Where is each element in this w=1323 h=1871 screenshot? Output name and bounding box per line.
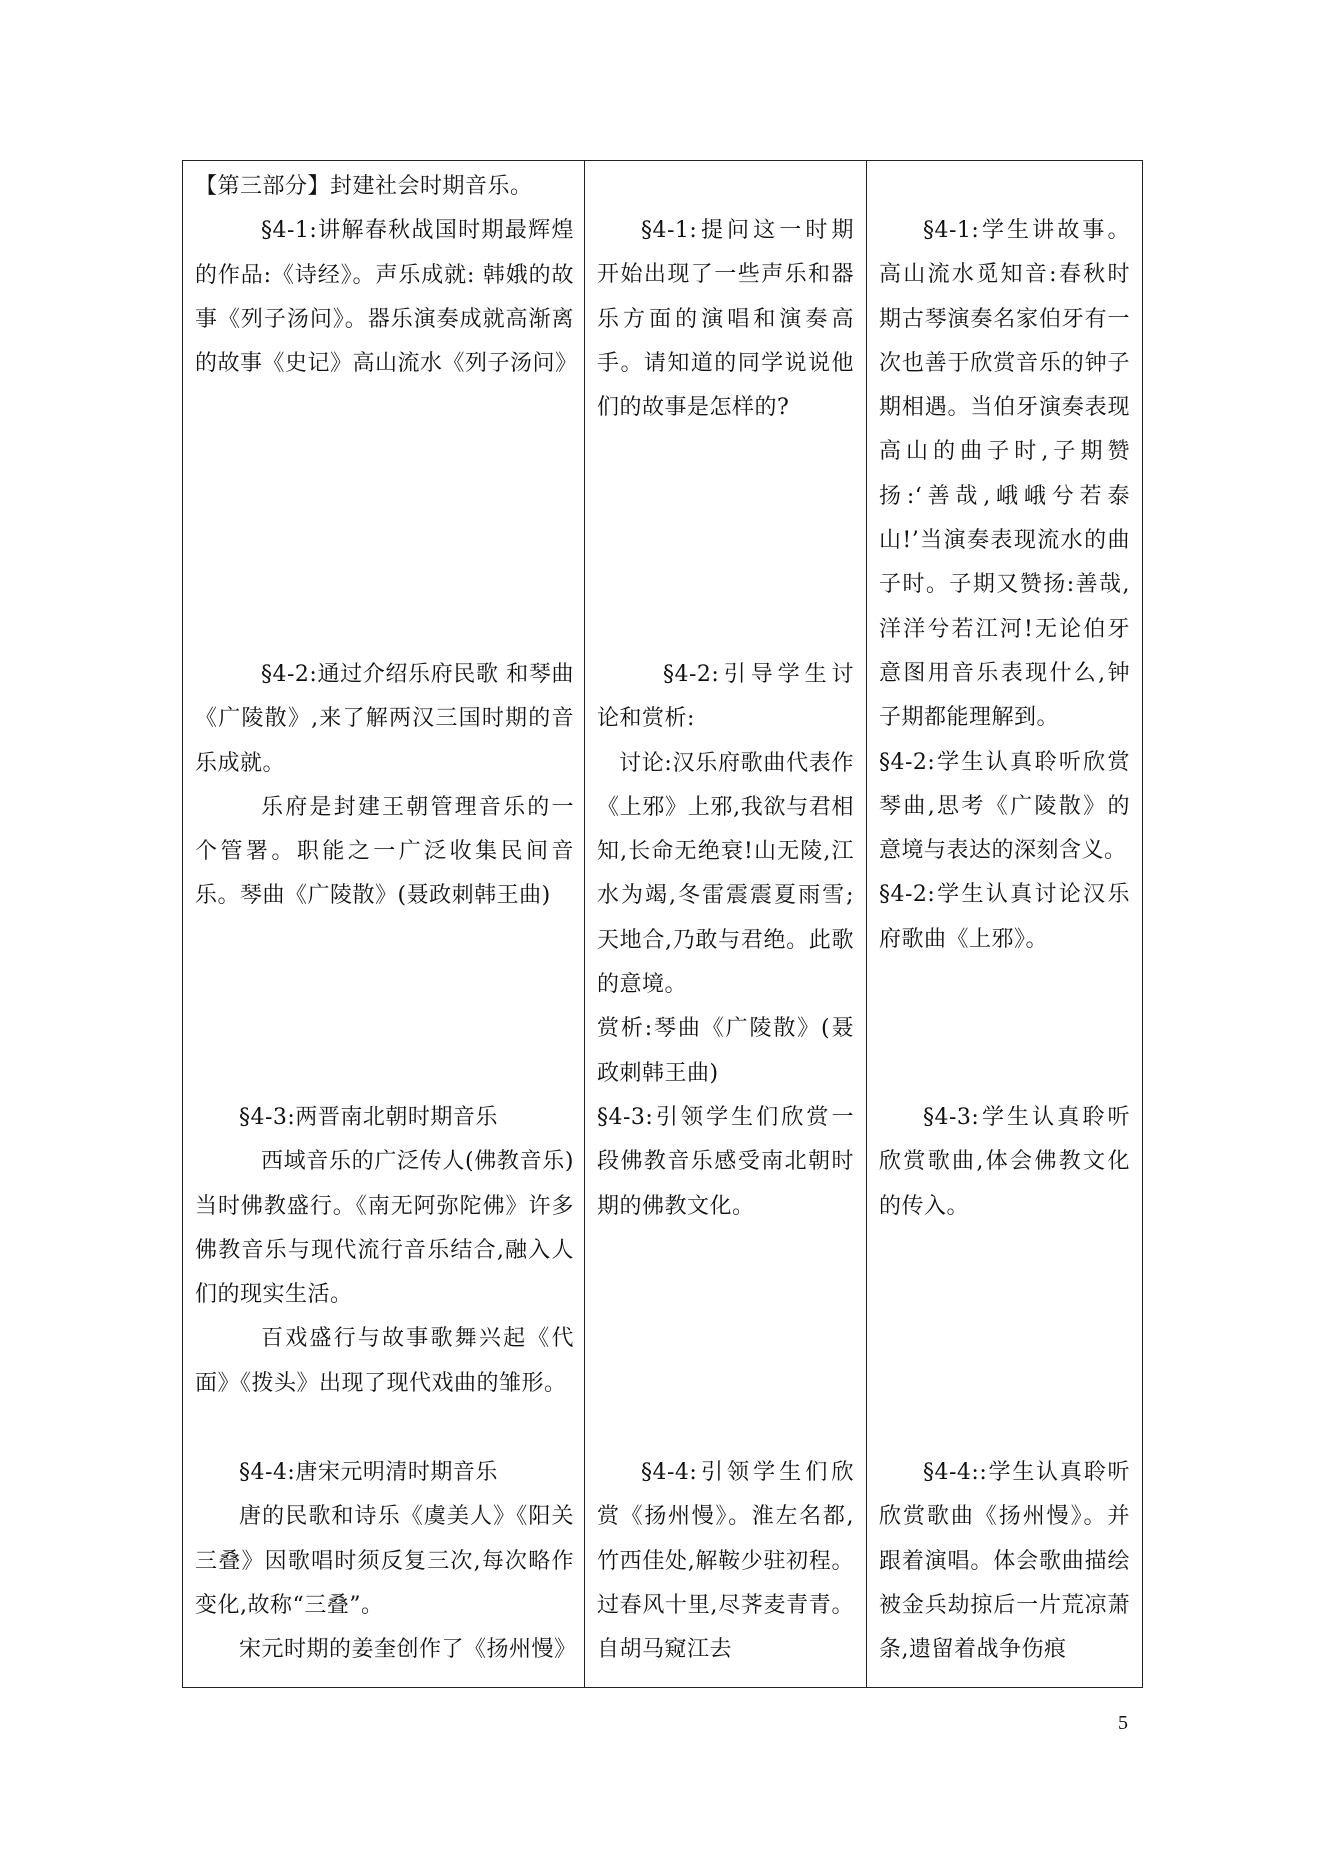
section-4-3-title: §4-3:两晋南北朝时期音乐 — [239, 1105, 498, 1130]
student-4-4: §4-4::学生认真聆听欣赏歌曲《扬州慢》。并跟着演唱。体会歌曲描绘被金兵劫掠后一片荒凉萧条,遗留着战争伤痕 — [879, 1460, 1130, 1663]
section-4-4-block — [195, 1451, 577, 1672]
section-4-2-body: 乐府是封建王朝管理音乐的一个管署。职能之一广泛收集民间音乐。琴曲《广陵散》(聂政刺韩王曲) — [195, 794, 574, 909]
guide-4-2-intro: §4-2:引导学生讨论和赏析: — [597, 662, 854, 732]
section-4-4-title: §4-4:唐宋元明清时期音乐 — [239, 1460, 498, 1485]
section-4-4-body: 唐的民歌和诗乐《虞美人》《阳关三叠》因歌唱时须反复三次,每次略作变化,故称“三叠”。 — [195, 1504, 574, 1618]
section-4-4-body-2: 宋元时期的姜奎创作了《扬州慢》 — [239, 1637, 577, 1663]
guide-4-3-block — [597, 1096, 854, 1229]
guide-4-2-block — [597, 653, 854, 1096]
guide-4-2-appreciation: 赏析:琴曲《广陵散》(聂政刺韩王曲) — [597, 1016, 854, 1086]
section-4-3-body-2: 百戏盛行与故事歌舞兴起《代面》《拨头》出现了现代戏曲的雏形。 — [195, 1326, 574, 1396]
student-4-2-listen: §4-2:学生认真聆听欣赏琴曲,思考《广陵散》的意境与表达的深刻含义。 — [879, 749, 1130, 864]
teacher-activity-column — [585, 161, 867, 1687]
guide-4-2-discussion: 讨论:汉乐府歌曲代表作《上邪》上邪,我欲与君相知,长命无绝衰!山无陵,江水为竭,冬雷震震夏雨雪;天地合,乃敢与君绝。此歌的意境。 — [597, 750, 854, 998]
student-4-4-block — [879, 1451, 1130, 1672]
section-4-2-intro: §4-2:通过介绍乐府民歌 和琴曲《广陵散》,来了解两汉三国时期的音乐成就。 — [195, 662, 574, 776]
lesson-plan-table — [182, 160, 1143, 1688]
student-4-1: §4-1:学生讲故事。高山流水觅知音:春秋时期古琴演奏名家伯牙有一次也善于欣赏音乐的钟子期相遇。当伯牙演奏表现高山的曲子时,子期赞扬:‘善哉,峨峨兮若泰山!’当演奏表现流水的曲子时。子期又赞扬:善哉,洋洋兮若江河!无论伯牙意图用音乐表现什么,钟子期都能理解到。 — [879, 218, 1130, 731]
section-4-3-body: 西域音乐的广泛传人(佛教音乐)当时佛教盛行。《南无阿弥陀佛》许多佛教音乐与现代流行音乐结合,融入人们的现实生活。 — [195, 1149, 574, 1308]
guide-4-4-block — [597, 1451, 854, 1672]
section-4-3-block — [195, 1096, 574, 1406]
student-4-3: §4-3:学生认真聆听欣赏歌曲,体会佛教文化的传入。 — [879, 1105, 1130, 1219]
page-number: 5 — [1118, 1712, 1128, 1734]
student-4-2-discuss: §4-2:学生认真讨论汉乐府歌曲《上邪》。 — [879, 882, 1130, 952]
question-4-1-block — [597, 209, 854, 430]
section-4-1-content: §4-1:讲解春秋战国时期最辉煌的作品:《诗经》。声乐成就: 韩娥的故事《列子汤问》。器乐演奏成就高渐离的故事《史记》高山流水《列子汤问》 — [195, 218, 578, 377]
guide-4-4: §4-4:引领学生们欣赏《扬州慢》。淮左名都,竹西佳处,解鞍少驻初程。过春风十里,尽荠麦青青。自胡马窥江去 — [597, 1460, 854, 1663]
teaching-content-column — [183, 161, 585, 1687]
guide-4-3: §4-3:引领学生们欣赏一段佛教音乐感受南北朝时期的佛教文化。 — [597, 1105, 854, 1219]
student-4-3-block — [879, 1096, 1130, 1229]
part-title: 【第三部分】封建社会时期音乐。 — [195, 174, 533, 199]
part-three-block — [195, 165, 578, 386]
question-4-1: §4-1:提问这一时期开始出现了一些声乐和器乐方面的演唱和演奏高手。请知道的同学说说他们的故事是怎样的? — [597, 218, 854, 421]
student-4-1-block — [879, 209, 1130, 962]
student-activity-column — [867, 161, 1142, 1687]
section-4-2-block — [195, 653, 574, 919]
